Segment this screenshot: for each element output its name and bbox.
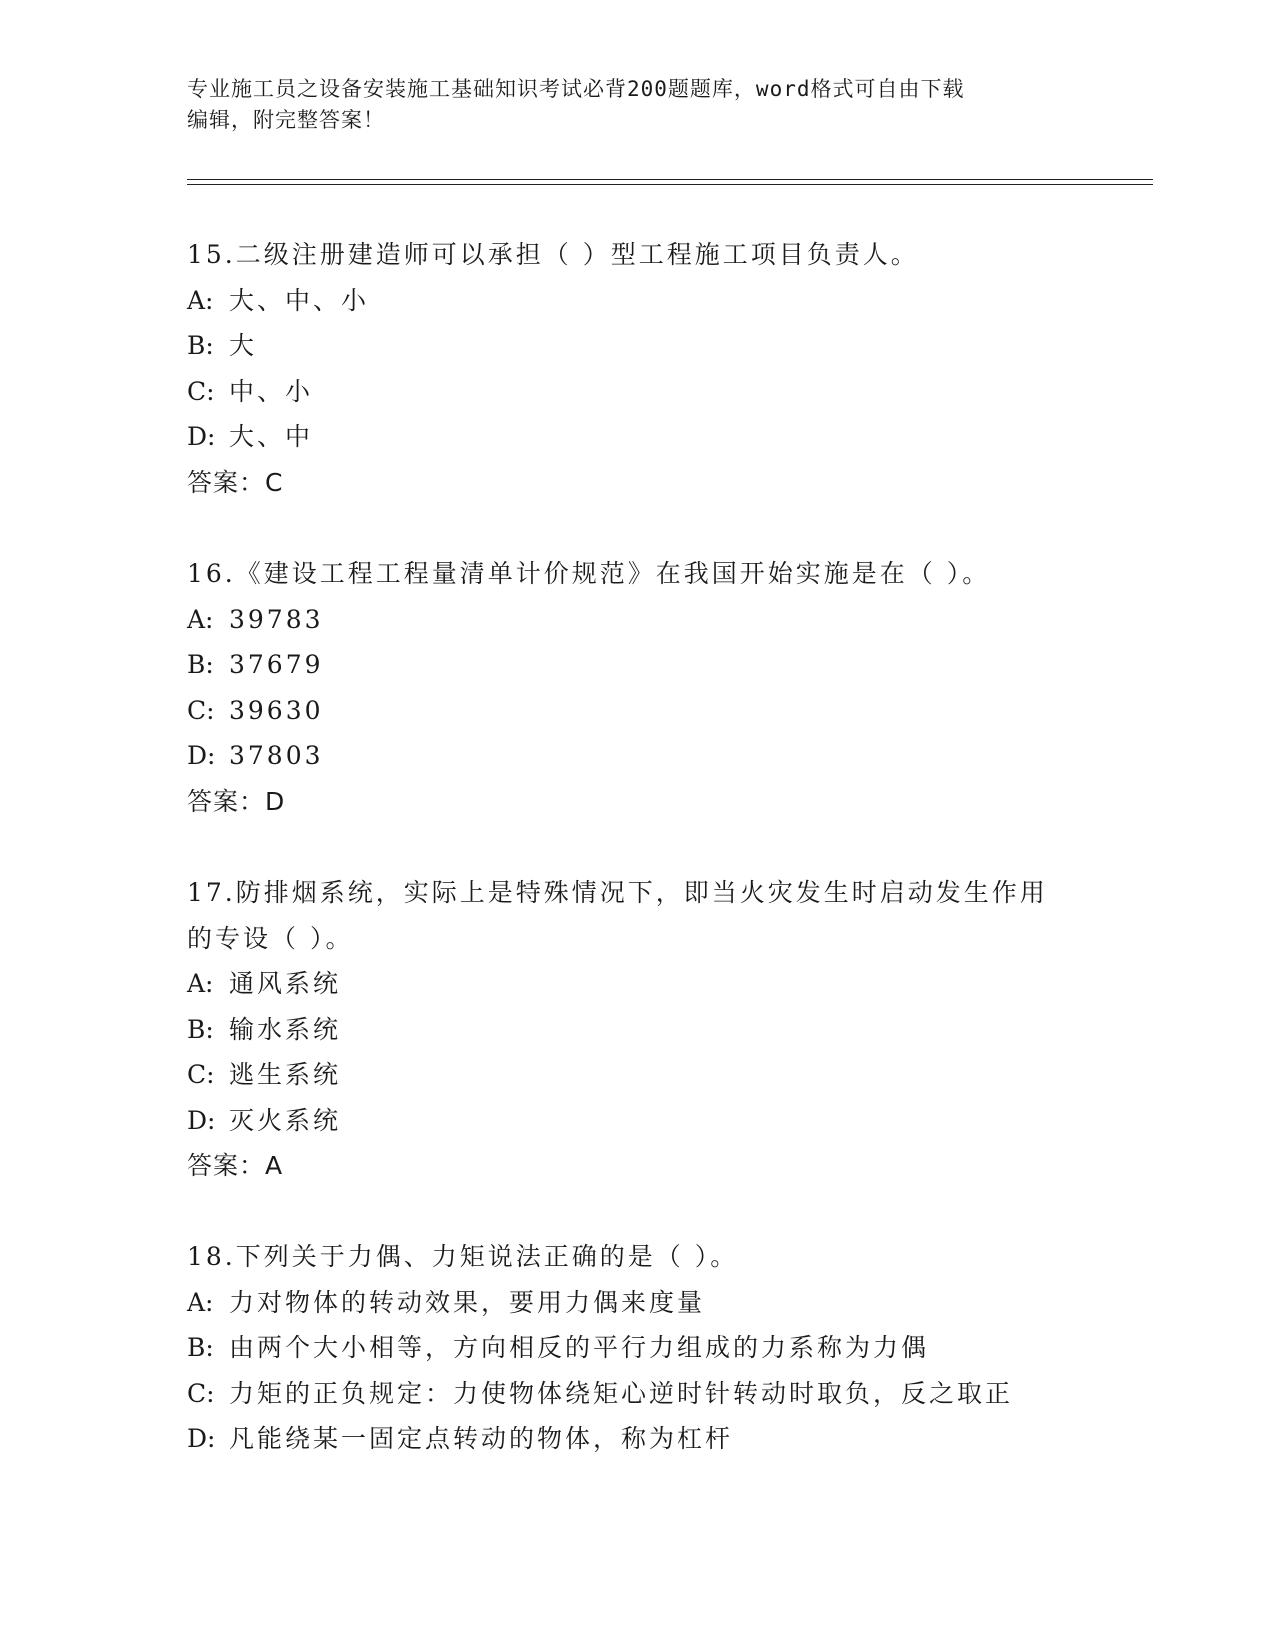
option-letter: A:: [187, 285, 214, 315]
option-text: 输水系统: [229, 1014, 342, 1044]
option-a: [187, 1280, 1087, 1326]
header-line-2: 编辑，附完整答案！: [187, 108, 385, 132]
option-letter: B:: [187, 650, 214, 679]
option-b: [187, 323, 1087, 369]
answer-line: 答案：D: [187, 786, 286, 816]
option-text: 39783: [229, 604, 324, 634]
option-d: [187, 414, 1087, 460]
option-c: [187, 369, 1087, 415]
header-line-1: 专业施工员之设备安装施工基础知识考试必背200题题库，word格式可自由下载: [187, 77, 965, 101]
option-c: [187, 1371, 1087, 1417]
option-text: 39630: [229, 695, 324, 725]
option-text: 大、中: [229, 422, 314, 451]
option-letter: C:: [187, 695, 215, 725]
option-a: [187, 597, 1087, 643]
option-text: 37803: [229, 741, 324, 770]
option-letter: D:: [187, 422, 216, 451]
question-15: [187, 232, 1087, 505]
option-letter: B:: [187, 331, 214, 360]
option-letter: D:: [187, 1105, 216, 1135]
option-a: [187, 278, 1087, 324]
option-letter: B:: [187, 1014, 214, 1044]
option-text: 灭火系统: [229, 1105, 342, 1135]
question-18: [187, 1234, 1087, 1462]
question-17: [187, 870, 1087, 1189]
option-b: [187, 642, 1087, 688]
option-d: [187, 733, 1087, 779]
option-text: 通风系统: [229, 969, 342, 998]
question-stem-line-2: 的专设（ ）。: [187, 923, 354, 953]
option-letter: C:: [187, 1060, 215, 1089]
question-16: [187, 551, 1087, 824]
option-letter: A:: [187, 1287, 214, 1317]
option-b: [187, 1325, 1087, 1371]
question-stem: 18.下列关于力偶、力矩说法正确的是（ ）。: [187, 1242, 739, 1271]
option-letter: B:: [187, 1333, 214, 1362]
option-a: [187, 961, 1087, 1007]
answer-line: 答案：A: [187, 1151, 284, 1180]
option-letter: D:: [187, 1424, 216, 1453]
question-stem: 16.《建设工程工程量清单计价规范》在我国开始实施是在（ ）。: [187, 559, 991, 588]
option-d: [187, 1416, 1087, 1462]
option-letter: D:: [187, 741, 216, 770]
document-header: [187, 74, 1067, 136]
option-c: [187, 1052, 1087, 1098]
option-text: 由两个大小相等，方向相反的平行力组成的力系称为力偶: [229, 1333, 930, 1362]
option-text: 大: [229, 331, 258, 360]
option-text: 逃生系统: [229, 1060, 342, 1089]
option-c: [187, 688, 1087, 734]
option-letter: A:: [187, 969, 214, 998]
header-divider-top: [187, 179, 1153, 180]
answer-line: 答案：C: [187, 467, 284, 497]
option-text: 37679: [229, 650, 324, 679]
option-letter: C:: [187, 1378, 215, 1408]
option-text: 大、中、小: [229, 285, 370, 315]
option-d: [187, 1098, 1087, 1144]
option-text: 凡能绕某一固定点转动的物体，称为杠杆: [229, 1424, 734, 1453]
option-text: 力对物体的转动效果，要用力偶来度量: [229, 1287, 706, 1317]
header-divider-bottom: [187, 184, 1153, 185]
option-b: [187, 1007, 1087, 1053]
question-stem-line-1: 17.防排烟系统，实际上是特殊情况下，即当火灾发生时启动发生作用: [187, 878, 1048, 907]
option-letter: C:: [187, 376, 215, 406]
option-text: 力矩的正负规定：力使物体绕矩心逆时针转动时取负，反之取正: [229, 1378, 1014, 1408]
option-letter: A:: [187, 604, 214, 634]
option-text: 中、小: [229, 376, 314, 406]
question-stem: 15.二级注册建造师可以承担（ ）型工程施工项目负责人。: [187, 240, 919, 269]
